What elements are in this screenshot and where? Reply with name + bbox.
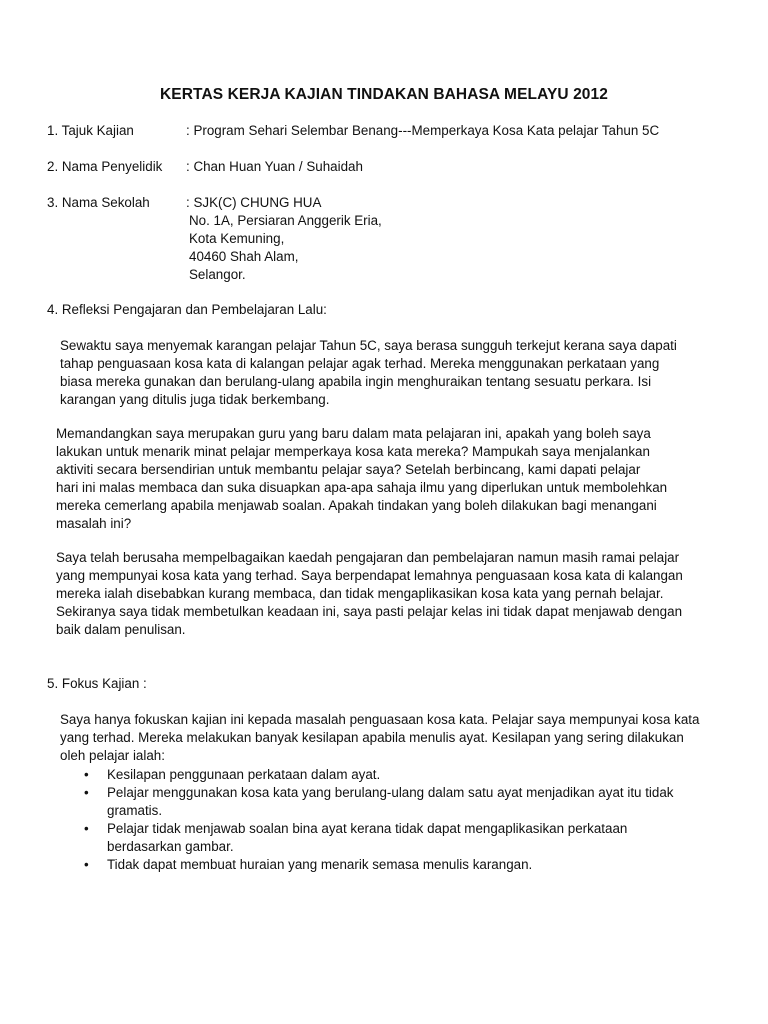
- paragraph-line: oleh pelajar ialah:: [60, 748, 165, 763]
- info-row-tajuk: [47, 122, 659, 140]
- paragraph-line: yang mempunyai kosa kata yang terhad. Saya berpendapat lemahnya penguasaan kosa kata di kalangan: [56, 568, 683, 583]
- section-4-paragraph-2: [56, 425, 667, 533]
- paragraph-line: Saya telah berusaha mempelbagaikan kaedah pengajaran dan pembelajaran namun masih ramai pelajar: [56, 550, 680, 565]
- paragraph-line: Memandangkan saya merupakan guru yang baru dalam mata pelajaran ini, apakah yang boleh saya: [56, 426, 651, 441]
- list-item-text: berdasarkan gambar.: [107, 839, 234, 854]
- list-item: [84, 820, 674, 856]
- paragraph-line: Sewaktu saya menyemak karangan pelajar Tahun 5C, saya berasa sungguh terkejut kerana saya dapati: [60, 338, 677, 353]
- list-item-text: Pelajar menggunakan kosa kata yang berulang-ulang dalam satu ayat menjadikan ayat itu tidak: [107, 785, 674, 800]
- section-4-paragraph-3: [56, 549, 683, 639]
- section-5-heading: 5. Fokus Kajian :: [47, 676, 147, 691]
- info-row-sekolah: [47, 194, 321, 212]
- document-title: KERTAS KERJA KAJIAN TINDAKAN BAHASA MELAYU 2012: [160, 86, 608, 103]
- paragraph-line: mereka cemerlang apabila menjawab soalan. Apakah tindakan yang boleh dilakukan bagi menangani: [56, 498, 657, 513]
- address-line: Selangor.: [189, 267, 246, 282]
- section-5-paragraph: [60, 711, 699, 765]
- section-4-heading: 4. Refleksi Pengajaran dan Pembelajaran Lalu:: [47, 302, 327, 317]
- list-item: [84, 856, 674, 874]
- bullet-icon: •: [84, 857, 89, 872]
- paragraph-line: baik dalam penulisan.: [56, 622, 186, 637]
- address-line: 40460 Shah Alam,: [189, 249, 299, 264]
- list-item-text: gramatis.: [107, 803, 163, 818]
- bullet-icon: •: [84, 785, 89, 800]
- list-item: [84, 784, 674, 820]
- paragraph-line: karangan yang ditulis juga tidak berkembang.: [60, 392, 330, 407]
- address-line: No. 1A, Persiaran Anggerik Eria,: [189, 213, 382, 228]
- list-item-text: Kesilapan penggunaan perkataan dalam ayat.: [107, 767, 381, 782]
- list-item: [84, 766, 674, 784]
- paragraph-line: Sekiranya saya tidak membetulkan keadaan ini, saya pasti pelajar kelas ini tidak dapat menjawab dengan: [56, 604, 683, 619]
- paragraph-line: lakukan untuk menarik minat pelajar memperkaya kosa kata mereka? Mampukah saya menjalankan: [56, 444, 650, 459]
- address-line: Kota Kemuning,: [189, 231, 285, 246]
- paragraph-line: masalah ini?: [56, 516, 132, 531]
- bullet-icon: •: [84, 767, 89, 782]
- paragraph-line: biasa mereka gunakan dan berulang-ulang apabila ingin menghuraikan tentang sesuatu perkara. Isi: [60, 374, 652, 389]
- list-item-text: Tidak dapat membuat huraian yang menarik semasa menulis karangan.: [107, 857, 533, 872]
- info-value: : SJK(C) CHUNG HUA: [186, 195, 322, 210]
- info-label: 2. Nama Penyelidik: [47, 159, 163, 174]
- info-value: : Program Sehari Selembar Benang---Memperkaya Kosa Kata pelajar Tahun 5C: [186, 123, 660, 138]
- bullet-icon: •: [84, 821, 89, 836]
- section-5-bullet-list: [84, 766, 674, 874]
- list-item-text: Pelajar tidak menjawab soalan bina ayat kerana tidak dapat mengaplikasikan perkataan: [107, 821, 628, 836]
- info-value: : Chan Huan Yuan / Suhaidah: [186, 159, 363, 174]
- paragraph-line: yang terhad. Mereka melakukan banyak kesilapan apabila menulis ayat. Kesilapan yang sering dilakukan: [60, 730, 684, 745]
- info-label: 1. Tajuk Kajian: [47, 123, 134, 138]
- paragraph-line: mereka ialah disebabkan kurang membaca, dan tidak mengaplikasikan kosa kata yang pernah belajar.: [56, 586, 664, 601]
- paragraph-line: tahap penguasaan kosa kata di kalangan pelajar agak terhad. Mereka menggunakan perkataan yang: [60, 356, 660, 371]
- paragraph-line: aktiviti secara bersendirian untuk membantu pelajar saya? Setelah berbincang, kami dapati pelajar: [56, 462, 641, 477]
- info-row-penyelidik: [47, 158, 363, 176]
- paragraph-line: Saya hanya fokuskan kajian ini kepada masalah penguasaan kosa kata. Pelajar saya mempunyai kosa kata: [60, 712, 700, 727]
- section-4-paragraph-1: [60, 337, 677, 409]
- info-label: 3. Nama Sekolah: [47, 195, 150, 210]
- paragraph-line: hari ini malas membaca dan suka disuapkan apa-apa sahaja ilmu yang diperlukan untuk membolehkan: [56, 480, 668, 495]
